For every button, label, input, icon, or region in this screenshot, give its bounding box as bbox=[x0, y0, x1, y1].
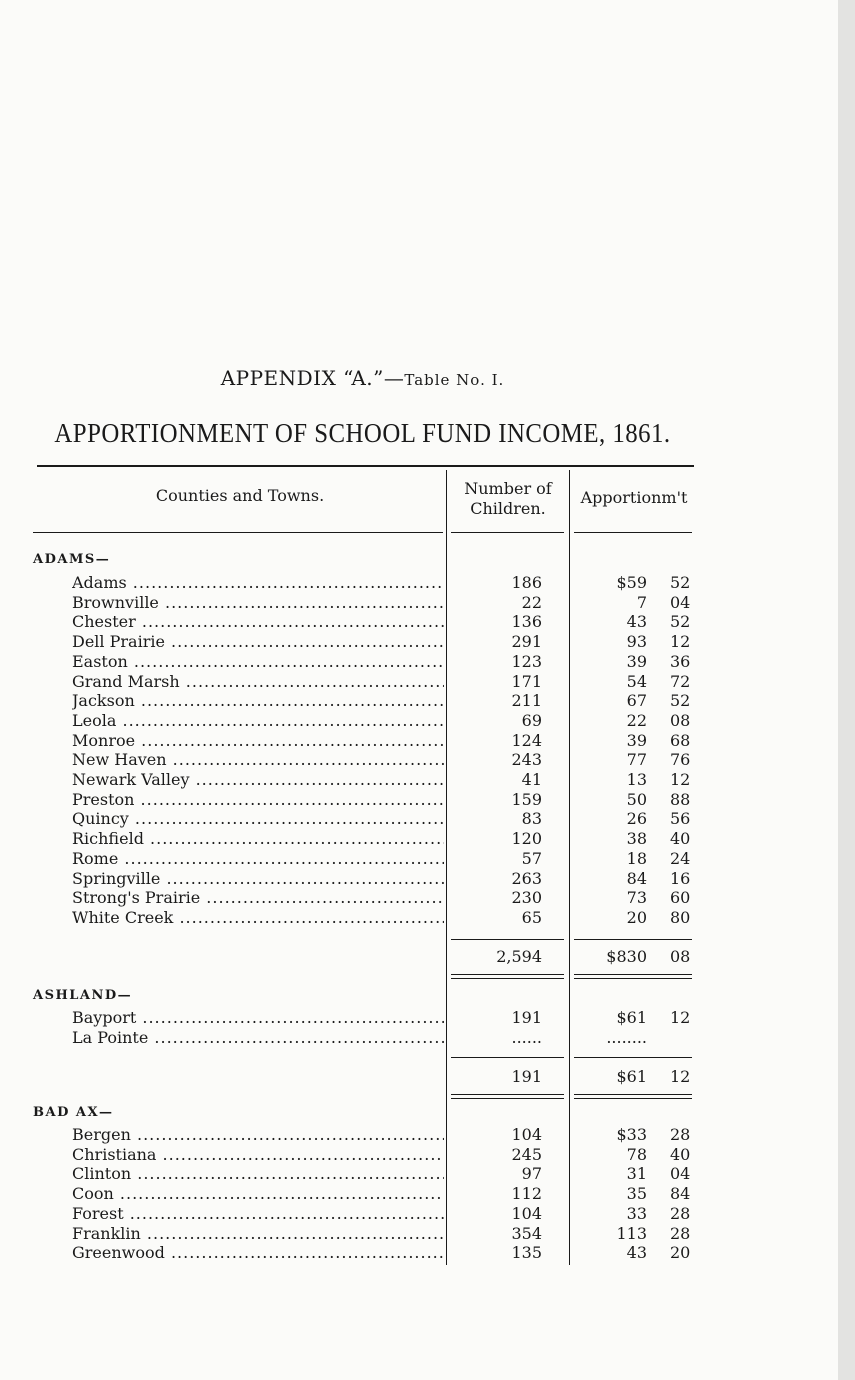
table-row bbox=[0, 1164, 840, 1184]
total-cents: 08 bbox=[670, 947, 691, 966]
apportionment-cents: 72 bbox=[670, 671, 691, 691]
appendix-prefix: APPENDIX “A.”— bbox=[220, 366, 405, 390]
header-bottom-rule bbox=[33, 532, 443, 533]
children-count: 354 bbox=[511, 1223, 542, 1243]
table-row bbox=[0, 1028, 840, 1048]
apportionment-cents: 12 bbox=[670, 632, 691, 652]
apportionment-cents: 40 bbox=[670, 829, 691, 849]
table-row bbox=[0, 711, 840, 731]
apportionment-dollars: 43 bbox=[626, 1243, 647, 1263]
total-double-rule bbox=[574, 978, 692, 979]
table-row bbox=[0, 849, 840, 869]
town-name: Adams ..... bbox=[72, 573, 444, 593]
children-count: 124 bbox=[511, 730, 542, 750]
total-double-rule bbox=[451, 974, 564, 975]
apportionment-dollars: 13 bbox=[626, 770, 647, 789]
apportionment-cents: 60 bbox=[670, 888, 691, 908]
apportionment-dollars: $61 bbox=[616, 1008, 647, 1027]
town-name: Greenwood ..... bbox=[72, 1243, 444, 1263]
town-name: Monroe ..... bbox=[72, 731, 444, 751]
apportionment-cents: 52 bbox=[670, 573, 691, 592]
town-name: Dell Prairie ..... bbox=[72, 632, 444, 652]
town-name: Bergen ..... bbox=[72, 1125, 444, 1145]
apportionment-dollars: 18 bbox=[626, 848, 647, 868]
apportionment-dollars: 39 bbox=[626, 651, 647, 671]
table-row bbox=[0, 770, 840, 790]
total-rule bbox=[451, 1057, 564, 1058]
header-number-children bbox=[448, 479, 568, 519]
apportionment-dollars: ........ bbox=[606, 1027, 647, 1047]
children-count: 104 bbox=[511, 1125, 542, 1144]
children-count: ...... bbox=[511, 1027, 542, 1047]
table-row bbox=[0, 1125, 840, 1145]
apportionment-dollars: 43 bbox=[626, 612, 647, 632]
apportionment-dollars: 73 bbox=[626, 888, 647, 908]
children-count: 171 bbox=[511, 671, 542, 691]
apportionment-dollars: 50 bbox=[626, 789, 647, 809]
table-label: Table No. I. bbox=[404, 371, 505, 389]
total-double-rule bbox=[451, 1098, 564, 1099]
total-double-rule bbox=[574, 974, 692, 975]
header-line: Children. bbox=[470, 499, 546, 518]
apportionment-cents: 04 bbox=[670, 592, 691, 612]
table-row bbox=[0, 672, 840, 692]
table-row bbox=[0, 790, 840, 810]
apportionment-cents: 36 bbox=[670, 651, 691, 671]
town-name: Forest ..... bbox=[72, 1204, 444, 1224]
apportionment-cents: 28 bbox=[670, 1125, 691, 1144]
county-heading: BAD AX— bbox=[33, 1105, 114, 1120]
total-dollars: $830 bbox=[606, 947, 647, 966]
children-count: 263 bbox=[511, 868, 542, 888]
children-count: 243 bbox=[511, 750, 542, 770]
children-count: 230 bbox=[511, 888, 542, 908]
apportionment-cents: 12 bbox=[670, 770, 691, 789]
children-count: 120 bbox=[511, 829, 542, 849]
apportionment-cents: 08 bbox=[670, 710, 691, 730]
total-children: 2,594 bbox=[496, 947, 542, 966]
apportionment-dollars: 38 bbox=[626, 829, 647, 849]
county-heading: ADAMS— bbox=[33, 552, 111, 567]
town-name: Rome ..... bbox=[72, 849, 444, 869]
children-count: 211 bbox=[511, 691, 542, 711]
apportionment-dollars: 67 bbox=[626, 691, 647, 711]
page-edge bbox=[838, 0, 855, 1380]
town-name: New Haven ..... bbox=[72, 750, 444, 770]
appendix-heading bbox=[0, 366, 725, 390]
page-title: APPORTIONMENT OF SCHOOL FUND INCOME, 1861. bbox=[54, 418, 671, 448]
children-count: 186 bbox=[511, 573, 542, 592]
total-rule bbox=[574, 1057, 692, 1058]
table-row bbox=[0, 632, 840, 652]
town-name: Preston ..... bbox=[72, 790, 444, 810]
apportionment-cents: 80 bbox=[670, 907, 691, 927]
town-name: Strong's Prairie ..... bbox=[72, 888, 444, 908]
apportionment-cents: 16 bbox=[670, 868, 691, 888]
children-count: 104 bbox=[511, 1203, 542, 1223]
children-count: 22 bbox=[521, 592, 542, 612]
apportionment-dollars: 84 bbox=[626, 868, 647, 888]
table-row bbox=[0, 888, 840, 908]
table-row bbox=[0, 731, 840, 751]
table-row bbox=[0, 908, 840, 928]
children-count: 97 bbox=[521, 1164, 542, 1184]
apportionment-dollars: 33 bbox=[626, 1203, 647, 1223]
apportionment-cents: 68 bbox=[670, 730, 691, 750]
header-counties-towns: Counties and Towns. bbox=[155, 486, 325, 505]
children-count: 291 bbox=[511, 632, 542, 652]
town-name: Clinton ..... bbox=[72, 1164, 444, 1184]
apportionment-cents: 40 bbox=[670, 1144, 691, 1164]
apportionment-cents: 24 bbox=[670, 848, 691, 868]
apportionment-dollars: 113 bbox=[616, 1223, 647, 1243]
total-double-rule bbox=[574, 1094, 692, 1095]
apportionment-cents: 04 bbox=[670, 1164, 691, 1184]
table-row bbox=[0, 593, 840, 613]
children-count: 159 bbox=[511, 789, 542, 809]
apportionment-cents: 56 bbox=[670, 809, 691, 829]
apportionment-dollars: 26 bbox=[626, 809, 647, 829]
town-name: Easton ..... bbox=[72, 652, 444, 672]
total-row bbox=[0, 947, 840, 967]
apportionment-cents: 12 bbox=[670, 1008, 691, 1027]
table-row bbox=[0, 1184, 840, 1204]
total-dollars: $61 bbox=[616, 1067, 647, 1086]
apportionment-cents: 28 bbox=[670, 1223, 691, 1243]
total-double-rule bbox=[574, 1098, 692, 1099]
town-name: White Creek ..... bbox=[72, 908, 444, 928]
table-row bbox=[0, 652, 840, 672]
total-rule bbox=[574, 939, 692, 940]
total-children: 191 bbox=[511, 1067, 542, 1086]
town-name: Grand Marsh ..... bbox=[72, 672, 444, 692]
header-bottom-rule bbox=[451, 532, 564, 533]
table-row bbox=[0, 829, 840, 849]
town-name: Christiana ..... bbox=[72, 1145, 444, 1165]
children-count: 136 bbox=[511, 612, 542, 632]
children-count: 69 bbox=[521, 710, 542, 730]
county-heading: ASHLAND— bbox=[33, 988, 133, 1003]
children-count: 135 bbox=[511, 1243, 542, 1263]
children-count: 245 bbox=[511, 1144, 542, 1164]
total-double-rule bbox=[451, 1094, 564, 1095]
town-name: Chester ..... bbox=[72, 612, 444, 632]
apportionment-dollars: 77 bbox=[626, 750, 647, 770]
apportionment-dollars: $33 bbox=[616, 1125, 647, 1144]
children-count: 191 bbox=[511, 1008, 542, 1027]
table-row bbox=[0, 1204, 840, 1224]
table-row bbox=[0, 691, 840, 711]
town-name: Leola ..... bbox=[72, 711, 444, 731]
town-name: Quincy ..... bbox=[72, 809, 444, 829]
header-bottom-rule bbox=[574, 532, 692, 533]
apportionment-dollars: 78 bbox=[626, 1144, 647, 1164]
town-name: Newark Valley ..... bbox=[72, 770, 444, 790]
town-name: Richfield ..... bbox=[72, 829, 444, 849]
apportionment-cents: 84 bbox=[670, 1184, 691, 1204]
table-row bbox=[0, 573, 840, 593]
apportionment-dollars: $59 bbox=[616, 573, 647, 592]
table-row bbox=[0, 809, 840, 829]
table-row bbox=[0, 1008, 840, 1028]
total-cents: 12 bbox=[670, 1067, 691, 1086]
header-line: Number of bbox=[464, 479, 552, 498]
total-double-rule bbox=[451, 978, 564, 979]
children-count: 123 bbox=[511, 651, 542, 671]
town-name: Coon ..... bbox=[72, 1184, 444, 1204]
children-count: 57 bbox=[521, 848, 542, 868]
total-rule bbox=[451, 939, 564, 940]
apportionment-cents: 28 bbox=[670, 1203, 691, 1223]
apportionment-cents: 52 bbox=[670, 691, 691, 711]
table-row bbox=[0, 1145, 840, 1165]
apportionment-dollars: 35 bbox=[626, 1184, 647, 1204]
town-name: Jackson ..... bbox=[72, 691, 444, 711]
apportionment-cents: 20 bbox=[670, 1243, 691, 1263]
apportionment-dollars: 54 bbox=[626, 671, 647, 691]
table-row bbox=[0, 1224, 840, 1244]
children-count: 41 bbox=[521, 770, 542, 789]
children-count: 112 bbox=[511, 1184, 542, 1204]
town-name: Springville ..... bbox=[72, 869, 444, 889]
apportionment-cents: 76 bbox=[670, 750, 691, 770]
town-name: La Pointe ..... bbox=[72, 1028, 444, 1048]
apportionment-dollars: 7 bbox=[636, 592, 647, 612]
town-name: Bayport ..... bbox=[72, 1008, 444, 1028]
apportionment-cents: 88 bbox=[670, 789, 691, 809]
table-top-rule bbox=[37, 465, 694, 467]
table-row bbox=[0, 869, 840, 889]
apportionment-dollars: 20 bbox=[626, 907, 647, 927]
table-row bbox=[0, 750, 840, 770]
apportionment-cents: 52 bbox=[670, 612, 691, 632]
apportionment-dollars: 39 bbox=[626, 730, 647, 750]
children-count: 65 bbox=[521, 907, 542, 927]
header-apportionment: Apportionm't bbox=[580, 488, 688, 507]
total-row bbox=[0, 1067, 840, 1087]
town-name: Brownville ..... bbox=[72, 593, 444, 613]
table-row bbox=[0, 1243, 840, 1263]
apportionment-dollars: 22 bbox=[626, 710, 647, 730]
apportionment-dollars: 31 bbox=[626, 1164, 647, 1184]
table-row bbox=[0, 612, 840, 632]
apportionment-dollars: 93 bbox=[626, 632, 647, 652]
children-count: 83 bbox=[521, 809, 542, 829]
town-name: Franklin ..... bbox=[72, 1224, 444, 1244]
